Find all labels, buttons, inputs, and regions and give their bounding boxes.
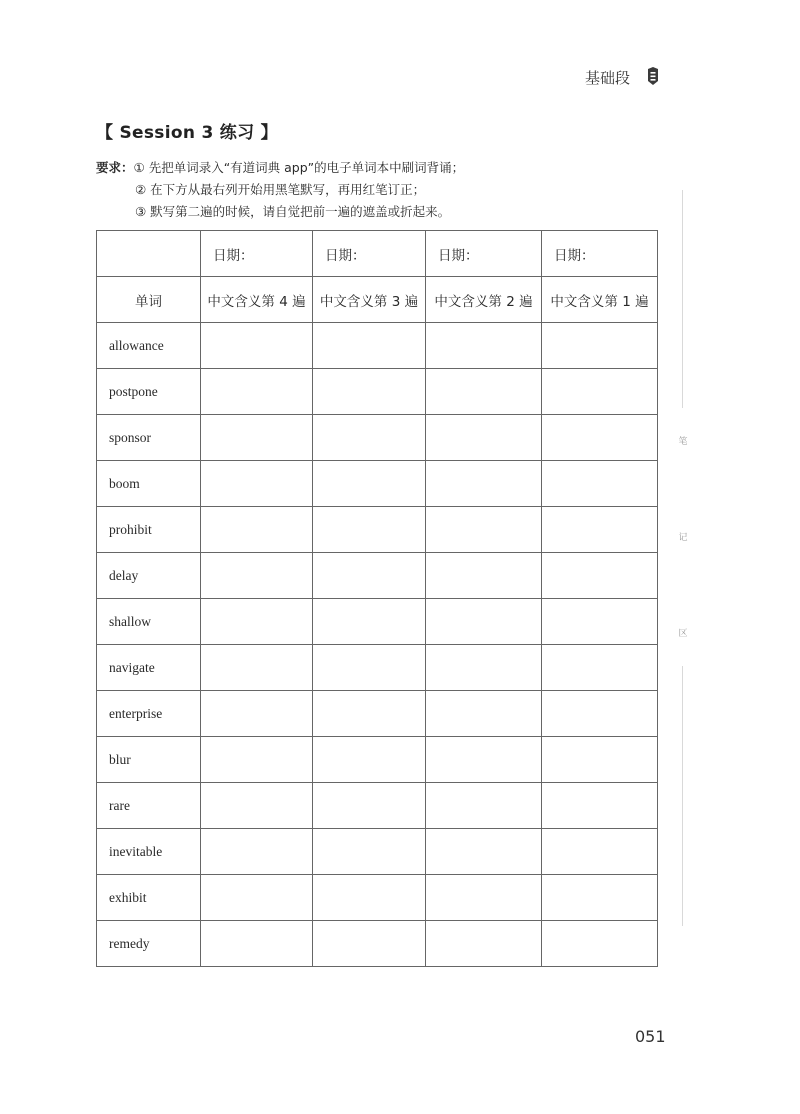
answer-cell[interactable] — [201, 507, 313, 553]
answer-cell[interactable] — [542, 875, 658, 921]
answer-cell[interactable] — [201, 691, 313, 737]
answer-cell[interactable] — [313, 369, 426, 415]
word-cell: sponsor — [97, 415, 201, 461]
answer-cell[interactable] — [201, 323, 313, 369]
word-cell: allowance — [97, 323, 201, 369]
requirement-item: ③ 默写第二遍的时候，请自觉把前一遍的遮盖或折起来。 — [135, 204, 451, 219]
answer-cell[interactable] — [542, 553, 658, 599]
note-area-label-char: 区 — [678, 629, 688, 639]
word-cell: postpone — [97, 369, 201, 415]
answer-cell[interactable] — [542, 737, 658, 783]
requirements-label: 要求： — [96, 160, 134, 175]
table-row — [97, 415, 658, 461]
answer-cell[interactable] — [313, 461, 426, 507]
requirement-item: ① 先把单词录入“有道词典 app”的电子单词本中刷词背诵； — [133, 160, 465, 175]
answer-cell[interactable] — [313, 599, 426, 645]
notebook-badge-icon — [646, 66, 660, 86]
answer-cell[interactable] — [313, 553, 426, 599]
table-row — [97, 645, 658, 691]
answer-cell[interactable] — [542, 507, 658, 553]
answer-cell[interactable] — [426, 461, 542, 507]
answer-cell[interactable] — [542, 415, 658, 461]
table-row — [97, 599, 658, 645]
word-cell: boom — [97, 461, 201, 507]
table-row — [97, 783, 658, 829]
answer-cell[interactable] — [542, 921, 658, 967]
answer-cell[interactable] — [201, 645, 313, 691]
requirement-item: ② 在下方从最右列开始用黑笔默写，再用红笔订正； — [135, 182, 426, 197]
answer-cell[interactable] — [313, 645, 426, 691]
answer-cell[interactable] — [426, 553, 542, 599]
word-cell: prohibit — [97, 507, 201, 553]
table-row — [97, 553, 658, 599]
answer-cell[interactable] — [313, 507, 426, 553]
answer-cell[interactable] — [542, 323, 658, 369]
answer-cell[interactable] — [542, 829, 658, 875]
word-cell: shallow — [97, 599, 201, 645]
note-area-label-char: 记 — [678, 533, 688, 543]
answer-cell[interactable] — [426, 875, 542, 921]
answer-cell[interactable] — [426, 507, 542, 553]
date-cell[interactable]: 日期： — [313, 231, 426, 277]
answer-cell[interactable] — [313, 323, 426, 369]
answer-cell[interactable] — [542, 783, 658, 829]
answer-cell[interactable] — [426, 783, 542, 829]
word-cell: rare — [97, 783, 201, 829]
answer-cell[interactable] — [313, 415, 426, 461]
answer-cell[interactable] — [313, 829, 426, 875]
header-pass-3: 中文含义第 3 遍 — [313, 277, 426, 323]
answer-cell[interactable] — [426, 369, 542, 415]
answer-cell[interactable] — [426, 829, 542, 875]
word-cell: blur — [97, 737, 201, 783]
requirements — [96, 157, 464, 223]
answer-cell[interactable] — [313, 691, 426, 737]
note-area-line-bottom — [682, 666, 683, 926]
header-section-title: 基础段 — [584, 69, 630, 87]
word-cell: inevitable — [97, 829, 201, 875]
answer-cell[interactable] — [201, 415, 313, 461]
note-area-line-top — [682, 190, 683, 408]
header-pass-2: 中文含义第 2 遍 — [426, 277, 542, 323]
answer-cell[interactable] — [201, 369, 313, 415]
word-cell: navigate — [97, 645, 201, 691]
answer-cell[interactable] — [542, 645, 658, 691]
answer-cell[interactable] — [542, 691, 658, 737]
table-row — [97, 737, 658, 783]
table-row — [97, 369, 658, 415]
answer-cell[interactable] — [542, 369, 658, 415]
answer-cell[interactable] — [426, 921, 542, 967]
header-pass-4: 中文含义第 4 遍 — [201, 277, 313, 323]
table-row — [97, 829, 658, 875]
answer-cell[interactable] — [201, 829, 313, 875]
vocabulary-table — [96, 230, 658, 967]
word-cell: remedy — [97, 921, 201, 967]
note-area-label-char: 笔 — [678, 437, 688, 447]
answer-cell[interactable] — [201, 921, 313, 967]
date-row — [97, 231, 658, 277]
header-row — [97, 277, 658, 323]
date-cell[interactable]: 日期： — [201, 231, 313, 277]
word-rows — [97, 323, 658, 967]
word-cell: enterprise — [97, 691, 201, 737]
answer-cell[interactable] — [426, 323, 542, 369]
table-row — [97, 875, 658, 921]
answer-cell[interactable] — [201, 737, 313, 783]
date-cell[interactable]: 日期： — [542, 231, 658, 277]
empty-corner-cell — [97, 231, 201, 277]
word-cell: exhibit — [97, 875, 201, 921]
answer-cell[interactable] — [313, 783, 426, 829]
requirement-line-1 — [96, 157, 464, 179]
word-cell: delay — [97, 553, 201, 599]
answer-cell[interactable] — [201, 461, 313, 507]
answer-cell[interactable] — [201, 875, 313, 921]
header-pass-1: 中文含义第 1 遍 — [542, 277, 658, 323]
header-word: 单词 — [97, 277, 201, 323]
page-number: 051 — [635, 1027, 666, 1046]
table-row — [97, 461, 658, 507]
answer-cell[interactable] — [426, 737, 542, 783]
table-row — [97, 507, 658, 553]
answer-cell[interactable] — [426, 415, 542, 461]
answer-cell[interactable] — [426, 645, 542, 691]
table-row — [97, 323, 658, 369]
answer-cell[interactable] — [426, 691, 542, 737]
date-cell[interactable]: 日期： — [426, 231, 542, 277]
answer-cell[interactable] — [201, 553, 313, 599]
table-row — [97, 691, 658, 737]
answer-cell[interactable] — [201, 599, 313, 645]
answer-cell[interactable] — [542, 461, 658, 507]
answer-cell[interactable] — [426, 599, 542, 645]
answer-cell[interactable] — [542, 599, 658, 645]
session-title: 【 Session 3 练习 】 — [96, 123, 278, 143]
answer-cell[interactable] — [313, 737, 426, 783]
answer-cell[interactable] — [313, 921, 426, 967]
answer-cell[interactable] — [201, 783, 313, 829]
table-row — [97, 921, 658, 967]
answer-cell[interactable] — [313, 875, 426, 921]
